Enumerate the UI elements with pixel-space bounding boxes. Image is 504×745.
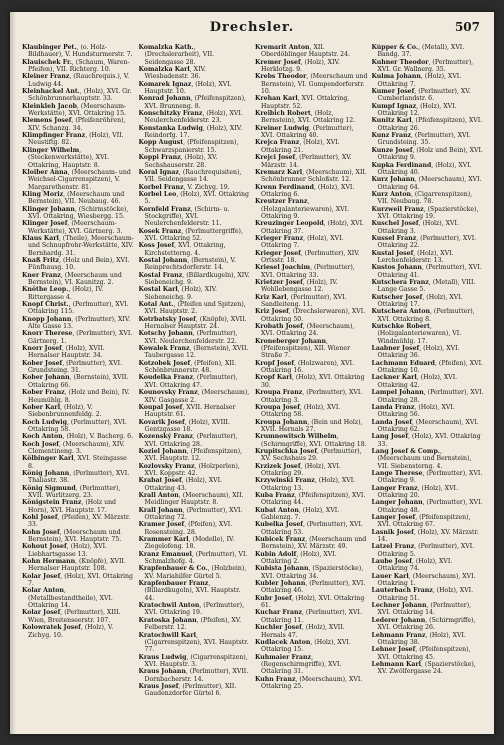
directory-page [10, 12, 494, 734]
directory-entry: Kolar Anton, (Metallbestandtheile), XVI. Ottakring 14. [22, 587, 113, 610]
column-3 [255, 44, 368, 724]
directory-entry: Kner Franz, (Meerschaum und Bernstein), VI. Kaunitzg. 2. [22, 271, 122, 286]
directory-entry: Kropf Josef, (Holzwaren), XVI. Ottakring 16. [255, 359, 354, 375]
directory-entry: Kumer Josef, (Perlmutter), XV. Cumberlandstr. 6. [371, 88, 471, 103]
directory-entry: Kosek Franz, (Perlmuttergriffe), XVI. Ottakring 52. [138, 227, 243, 242]
directory-entry: Kupka Ferdinand, (Holz), XVI. Ottakring 40. [371, 161, 472, 176]
directory-entry: Kohn Josef, (Meerschaum und Bernstein), XVI. Hauptstr. 75. [22, 528, 122, 544]
directory-entry: Krieger Franz, (Holz), XVI. Ottakring 7. [255, 234, 344, 250]
directory-entry: Kurzweil Franz, (Spazierstöcke), XVI. Ottakring 19. [371, 205, 479, 220]
directory-entry: Kozlovsky Franz, (Holzperlen), XVI. Koppstr. 42. [138, 462, 240, 477]
directory-entry: Lang Josef, (Holz), XVI. Ottakring 33. [371, 433, 481, 448]
directory-entry: Komarek Ignaz, (Holz), XVI. Hauptstr. 10. [138, 80, 232, 96]
directory-entry: Klauischek Fr., (Schaum, Waren-Pfeifen), VII. Richterg. 10. [22, 58, 130, 74]
directory-entry: Kriz Josef, (Drechslerwaren), XVI. Ottakring 50. [255, 308, 366, 323]
directory-entry: Kremarit Anton, XII. Oberdöblinger Hauptstr. 24. [255, 44, 351, 59]
directory-entry: Kropf Karl, (Holz), XVI. Ottakring 30. [255, 374, 365, 389]
directory-entry: Knopp Johann, (Perlmutter), XIV. Alte Gasse 13. [22, 315, 131, 331]
directory-entry: Kornfeld Franz, (Schirm- u. Stockgriffe), XVI. Neulerchenfelderstr. 11. [138, 205, 230, 228]
directory-entry: Klemens Josef, (Pfeifenröhren), XIV. Schanzg. 34. [22, 117, 126, 132]
directory-entry: Kriesel Joachim, (Perlmutter), XVI. Ottakring 33. [255, 264, 355, 279]
directory-entry: Krobath Josef, (Meerschaum), XVI. Ottakring 24. [255, 323, 355, 338]
directory-entry: Korbel Leo, (Holz), XVI. Ottakring 5. [138, 190, 249, 206]
directory-entry: Kremarz Karl, (Meerschaum), XII. Schönbrunner Schloßstr. 12. [255, 168, 367, 184]
directory-entry: Kober Johann, (Bernstein), XVII. Ottakring 66. [22, 374, 129, 389]
directory-entry: Lehner Josef, (Pfeifenspitzen), XVI. Ottakring 45. [371, 646, 471, 661]
directory-entry: Kovarik Josef, (Holz), XVIII. Gentzgasse 18. [138, 418, 230, 433]
directory-entry: Kroupa Franz, (Perlmutter), XVI. Ottakring 3. [255, 389, 363, 404]
directory-entry: Krabat Josef, (Holz), XVI. Ottakring 43. [138, 477, 222, 492]
directory-entry: Koss Josef, XVI. Ottakring, Kirchstetterng. 4. [138, 242, 226, 257]
directory-entry: Knaß Fritz, (Holz und Bein), XVI. Fünfhausg. 10. [22, 256, 130, 272]
directory-entry: Königstein Franz, (Holz und Horn), XVI. Hauptstr. 17. [22, 499, 117, 514]
directory-entry: Kussel Franz, (Perlmutter), XVI. Ottakring 22. [371, 234, 477, 250]
directory-entry: Konschitzky Franz, (Holz), XVI. Neulerchenfelderstr. 23. [138, 110, 243, 125]
directory-entry: Kriz Karl, (Perlmutter), XVI. Sandleiteng. 11. [255, 293, 347, 309]
page-title: Drechsler. [209, 20, 295, 35]
directory-entry: Lederer Johann, (Schirmgriffe), XVI. Ottakring 26. [371, 616, 476, 632]
directory-entry: Krammer Karl, (Modelle), IV. Ziegelofeng. 18. [138, 536, 235, 551]
directory-entry: Kohout Josef, (Holz), XVI. Liebhartsgasse 13. [22, 543, 107, 558]
directory-entry: Kotal Ant., (Pfeifen und Spitzen), XVI. Hauptstr. 2. [138, 301, 246, 316]
directory-entry: Kölbinger Karl, XVI. Steingasse 8. [22, 455, 127, 470]
directory-entry: Kolowratek Josef, (Holz), V. Zichyg. 10. [22, 624, 114, 639]
directory-entry: Lauterbach Franz, (Holz), XVI. Ottakring 51. [371, 587, 474, 602]
directory-entry: Langer Johann, (Perlmutter), XVI. Ottakring 48. [371, 499, 483, 514]
directory-entry: Kuhn Franz, (Meerschaum), XVI. Ottakring 25. [255, 675, 363, 690]
directory-entry: Kunz Franz, (Perlmutter), XVI. Grundsteing. 35. [371, 132, 471, 147]
directory-entry: Kubr Josef, (Holz), XVI. Ottakring 61. [255, 594, 365, 610]
directory-entry: Krenn Ferdinand, (Holz), XVI. Ottakring 6. [255, 183, 355, 198]
directory-entry: Kober Karl, (Holz), V. Siebenbrunnenfeldg. 2. [22, 403, 102, 419]
directory-entry: Kroupa Johann, (Bein und Holz), XVII. Hernals 27. [255, 418, 363, 433]
directory-entry: Kuchar Franz, (Perlmutter), XVI. Ottakring 11. [255, 609, 362, 624]
directory-entry: Krapfenbauer Franz, (Billardkugeln), XVI. Hauptstr. 44. [138, 580, 241, 602]
directory-entry: Kunze Josef, (Holz und Bein), XVI. Ottakring 9. [371, 146, 483, 162]
directory-entry: Kuschel Josef, (Holz), XVI. Ottakring 3. [371, 220, 459, 235]
directory-entry: Kostal Karl, (Holz), XIV. Siebeneichg. 9. [138, 286, 217, 301]
directory-entry: Krumnowitsch Wilhelm, (Schirmgriffe), XVI. Ottakring 18. [255, 433, 367, 448]
column-1 [22, 44, 135, 724]
directory-entry: Klinger Wilhelm, (Steckenwerkstätte), XVI. Ottakring, Hauptstr. 8. [22, 146, 109, 169]
directory-entry: Kubista Johann, (Spazierstöcke), XVI. Ottakring 34. [255, 565, 364, 580]
directory-entry: Konstanka Ludwig, (Holz), XIV. Reindorfg. 17. [138, 124, 243, 140]
directory-entry: Lehmann Karl, (Spazierstöcke), XV. Zwölfergasse 24. [371, 660, 476, 676]
directory-entry: Knorr Josef, (Holz), XVII. Hernalser Hauptstr. 34. [22, 345, 105, 360]
directory-entry: Komalzka Karl, XIV. Wiesbadenstr. 36. [138, 66, 206, 81]
directory-entry: Laube Josef, (Holz), XVI. Ottakring 74. [371, 558, 453, 573]
directory-entry: Klaubinger Pet., (o. Holz-Bildhauer), V. Hundsturmerstr. 7. [22, 44, 133, 59]
directory-entry: Koch Josef, (Meerschaum), XIV. Clementineng. 3. [22, 440, 125, 455]
directory-entry: Kranz Emanuel, (Perlmutter), VI. Schmalzhofg. 4. [138, 550, 248, 566]
directory-entry: Koch Ludwig, (Perlmutter), XVI. Ottakring 58. [22, 418, 127, 433]
directory-entry: Kober Josef, (Perlmutter), XVI. Grundsteing. 31. [22, 359, 123, 375]
directory-entry: Kohn Hermann, (Knöpfe), XVII. Hernalser Hauptstr. 108. [22, 558, 126, 573]
directory-entry: Lechner Johann, (Perlmutter), XVI. Ottakring 14. [371, 602, 472, 617]
directory-entry: Kustal Josef, (Holz), XVI. Lerchenfelderstr. 13. [371, 249, 454, 264]
directory-entry: König Johann, (Perlmutter), XVI. Thaliastr. 38. [22, 469, 130, 485]
directory-entry: Kulma Johann, (Holz), XVI. Ottakring 7. [371, 73, 462, 88]
directory-entry: Kopp August, (Pfeifenspitzen), Schwarzspanierstr. 15. [138, 139, 239, 154]
directory-entry: Kraus Johann, (Perlmutter), XVII. Dornbacherstr. 14. [138, 668, 249, 683]
directory-entry: Kroneberger Johann, (Pfeifenspitzen), XII. Wiener Straße 7. [255, 337, 351, 360]
directory-entry: Kleinhackel Ant., (Holz), XVI. Gr. Schönbrunnerhauptstr. 33. [22, 88, 132, 103]
directory-entry: Krejci Josef, (Perlmutter), XV. Märzstr. 14. [255, 154, 352, 169]
directory-entry: Kober Franz, (Holz und Bein), IV. Heumühlg. 8. [22, 389, 130, 404]
directory-entry: Lampel Johann, (Perlmutter), XVI. Ottakring 28. [371, 389, 484, 404]
directory-entry: Kubin Adolf, (Holz), XVI. Ottakring 2. [255, 550, 337, 566]
directory-entry: Krupitschka Josef, (Perlmutter), XV. Sechshaus 29. [255, 447, 362, 463]
directory-entry: Knorr Therese, (Perlmutter), XVI. Gärtnerg. 1. [22, 330, 133, 345]
directory-entry: Kowalek Franz, (Bernstein), XVII. Taubergasse 12. [138, 345, 249, 360]
directory-entry: Langer Josef, (Pfeifenspitzen), XVI. Ottakring 67. [371, 514, 471, 529]
directory-entry: Lang Josef & Comp., (Meerschaum und Bernstein), VII. Siebensterng. 4. [371, 447, 472, 470]
directory-entry: Kremer Josef, (Holz), XIV. Herklotzg. 9. [255, 58, 340, 74]
directory-entry: Kleinkleh Jacob, (Meerschaum-Werkstätte), XVI. Ottakring 15. [22, 102, 127, 118]
directory-entry: Kloiber Anna, (Meerschaum- und Weichsel-Cigarrenspitzen), V. Margarethenstr. 81. [22, 168, 131, 191]
directory-entry: Kounovsky Franz, (Meerschaum), XIV. Gasgasse 2. [138, 389, 250, 404]
directory-entry: Krehan Karl, XVI. Ottakring, Hauptstr. 52. [255, 95, 350, 110]
page-number: 507 [454, 20, 480, 34]
directory-entry: Lauer Karl, (Meerschaum), XVI. Ottakring 1. [371, 572, 476, 588]
directory-entry: Koch Anton, (Holz), V. Bacherg. 6. [22, 433, 134, 441]
directory-entry: Lange Therese, (Perlmutter), XVI. Ottakring 9. [371, 469, 483, 485]
directory-entry: Kratoska Johann, (Pfeifen), XV. Felberstr. 12. [138, 616, 242, 632]
directory-entry: Kraus Ludwig, (Cigarrenspitzen), XVI. Hauptstr. 3. [138, 653, 248, 668]
directory-entry: Kreibich Robert, (Holz, Bernstein), XVI. Ottakring 12. [255, 110, 356, 125]
directory-entry: Krzizek Josef, (Holz), XVI. Ottakring 29. [255, 462, 341, 477]
directory-entry: Klimpfinger Franz, (Holz), VII. Neustiftg. 82. [22, 132, 124, 147]
directory-entry: Kurz Anton, (Cigarrenspitzen), VII. Neubaug. 78. [371, 190, 473, 206]
directory-entry: Kumpf Ignaz, (Holz), XVI. Ottakring 12. [371, 102, 457, 118]
directory-entry: Krapfenbauer & Co., (Holzbein), XV. Mariahilfer Gürtel 5. [138, 565, 247, 580]
directory-entry: Krall Anton, (Meerschaum), XII. Meidlinger Hauptstr. 8. [138, 491, 244, 507]
directory-entry: Krietzer Josef, (Holz), IV. Wohllebengasse 12. [255, 279, 338, 294]
column-2 [139, 44, 252, 724]
directory-entry: Kreiner Ludwig, (Perlmutter), XVI. Ottakring 40. [255, 124, 354, 140]
directory-entry: Kleiner Franz, (Rauchrequis.), V. Ludwig 44. [22, 73, 130, 88]
directory-entry: Kuchler Josef, (Holz), XVII. Hernals 47. [255, 624, 345, 639]
directory-entry: Kotschy Johann, (Perlmutter), XVI. Neulerchenfelderstr. 22. [138, 330, 238, 345]
directory-entry: Langer Franz, (Holz), XVI. Ottakring 20. [371, 484, 458, 499]
directory-entry: Konrad Johann, (Pfeifenspitzen), XVI. Brunneng. 8. [138, 95, 246, 110]
directory-entry: Kling Moriz, (Meerschaum und Bernstein), VII. Neubaug. 46. [22, 190, 125, 206]
directory-entry: Klinger Josef, (Meerschaum-Werkstätte), XVI. Gärtnerg. 3. [22, 220, 123, 235]
directory-entry: Kolar Josef, (Perlmutter), XIII. Wien, Breitenseerstr. 107. [22, 609, 121, 624]
directory-entry: Krall Johann, (Perlmutter), XVI. Ottakring 72. [138, 506, 243, 521]
directory-columns [22, 44, 484, 724]
directory-entry: Koupal Josef, XVII. Hernalser Hauptstr. 61. [138, 403, 236, 419]
directory-entry: Kotrbatsky Josef, (Knöpfe), XVII. Hernalser Hauptstr. 24. [138, 315, 247, 331]
directory-entry: Kroupa Josef, (Holz), XVI. Ottakring 58. [255, 403, 341, 419]
directory-entry: Kramer Josef, (Pfeifen), XVI. Rosensteing. 28. [138, 521, 233, 536]
directory-entry: Kustos Johann, (Perlmutter), XVI. Ottakring 41. [371, 264, 482, 279]
directory-entry: Kutschera Anton, (Perlmutter), XVI. Ottakring 8. [371, 308, 475, 323]
directory-entry: Kuhmaier Franz, (Regenschirmgriffe), XVI. Ottakring 31. [255, 653, 342, 676]
directory-entry: Kuhner Theodor, (Perlmutter), XVI. Gr. Wallnerg. 35. [371, 58, 474, 74]
directory-entry: Koziel Johann, (Pfeifenspitzen), XVI. Hauptstr. 12. [138, 447, 243, 463]
directory-entry: Kubicek Franz, (Meerschaum und Bernstein), XV. Märzstr. 49. [255, 536, 367, 551]
directory-entry: Klinger Johann, (Schirmstöcke), XVI. Ottakring, Wiesbergg. 15. [22, 205, 129, 220]
directory-entry: Laabner Josef, (Holz), XVI. Ottakring 36. [371, 345, 460, 360]
directory-entry: Kutschke Robert, (Holzgalanteriewaren), VI. Windmühlg. 17. [371, 323, 462, 345]
directory-entry: Kubat Anton, (Holz), XVI. Gablenzg. 7. [255, 506, 340, 521]
directory-entry: Latzel Franz, (Perlmutter), XVI. Ottakring 5. [371, 543, 475, 558]
directory-entry: Kratochwill Karl, (Cigarrenspitzen), XVI. Hauptstr. 77. [138, 631, 249, 654]
directory-entry: Kostal Johann, (Bernstein), V. Reinprechtsdorferstr. 14. [138, 256, 236, 272]
directory-entry: Kreuzinger Leopold, (Holz), XVI. Ottakring 37. [255, 220, 365, 235]
directory-entry: Kubler Johann, (Perlmutter), XVI. Ottakring 46. [255, 580, 366, 595]
directory-entry: Knopf Christ., (Perlmutter), XVI. Ottakring 115. [22, 301, 129, 316]
directory-entry: Kurz Johann, (Meerschaum), XVI. Ottakring 64. [371, 176, 482, 191]
directory-entry: Kutschera Franz, (Metall), VIII. Lange Gasse 5. [371, 279, 476, 294]
directory-entry: Kuba Franz, (Pfeifenspitzen), XVI. Ottakring 44. [255, 491, 366, 507]
directory-entry: Kubelka Josef, (Perlmutter), XVI. Ottakring 53. [255, 521, 363, 536]
directory-entry: Kratochwil Anton, (Perlmutter), XVI. Ottakring 19. [138, 602, 245, 617]
directory-entry: Korbel Franz, V. Zichyg. 19. [138, 183, 230, 191]
directory-entry: Landa Josef, (Meerschaum), XVI. Ottakring 62. [371, 418, 479, 433]
directory-entry: Küpper & Co., (Metall), XVI. Bandg. 37. [371, 44, 465, 59]
directory-entry: Koudelka Franz, (Perlmutter), XVI. Ottakring 47. [138, 374, 238, 389]
directory-entry: Kraus Josef, (Perlmutter), XII. Gaudenzdorfer Gürtel 6. [138, 682, 237, 698]
directory-entry: Krzywinski Franz, (Holz), XVI. Ottakring 13. [255, 477, 356, 492]
directory-entry: Lasnik Josef, (Holz), XV. Märzstr. 14. [371, 528, 479, 544]
directory-entry: Lehmann Franz, (Holz), XVI. Ottakring 38. [371, 631, 466, 646]
directory-entry: Koppi Franz, (Holz), XV. Sechshauserstr. 28. [138, 154, 218, 169]
directory-entry: Kostal Franz, (Billardkugeln), XIV. Siebeneichg. 9. [138, 271, 250, 286]
directory-entry: Kozenský Franz, (Perlmutter), XVI. Ottakring 28. [138, 433, 238, 448]
page-shadow-edge [10, 12, 16, 734]
directory-entry: Knöthe Leop., (Holz), IV. Rittergasse 4. [22, 286, 104, 301]
directory-entry: Komalzka Kath., (Drechslerarbeit), VII. Seidengasse 28. [138, 44, 215, 66]
directory-entry: Kudlacek Anton, (Holz), XVI. Ottakring 15. [255, 638, 351, 654]
directory-entry: Kutscher Josef, (Holz), XVI. Ottakring 17. [371, 293, 463, 309]
directory-entry: König Sigmund, (Perlmutter), XVII. Wurlitzerg. 23. [22, 484, 121, 499]
directory-entry: Kolar Josef, (Holz), XVI. Ottakring 7. [22, 572, 133, 588]
column-4 [372, 44, 485, 724]
directory-entry: Lackner Karl, (Holz), XVI. Ottakring 42. [371, 374, 458, 389]
directory-entry: Kohl Josef, (Pfeifen), XV. Märzstr. 33. [22, 514, 131, 529]
directory-entry: Krejca Franz, (Holz), XVI. Ottakring 21. [255, 139, 340, 154]
directory-entry: Krieger Josef, (Perlmutter), XIV. Ortsstr. 18. [255, 249, 360, 264]
directory-entry: Kotzobek Josef, (Pfeifen), XII. Schönbrunnerstr. 48. [138, 359, 237, 375]
directory-entry: Landa Franz, (Holz), XVI. Ottakring 56. [371, 403, 455, 419]
directory-entry: Krebs Theodor, (Meerschaum und Bernstein), VI. Gumpendorferstr. 10. [255, 73, 368, 96]
directory-entry: Klaus Karl, (Theile), Meerschaum- und Schnupfrohr-Werkstätte, XIV. Bernhardg. 31. [22, 234, 134, 257]
directory-entry: Koral Ignaz, (Rauchrequisiten), VII. Seidengasse 14. [138, 168, 242, 184]
directory-entry: Lachmann Eduard, (Pfeifen), XVI. Ottakring 10. [371, 359, 483, 375]
directory-entry: Kreutzer Franz, (Holzgalanteriewaren), XVI. Ottakring 9. [255, 198, 350, 220]
directory-entry: Kunitz Karl, (Pfeifenspitzen), XVI. Ottakring 26. [371, 117, 483, 132]
page-header [10, 20, 494, 42]
